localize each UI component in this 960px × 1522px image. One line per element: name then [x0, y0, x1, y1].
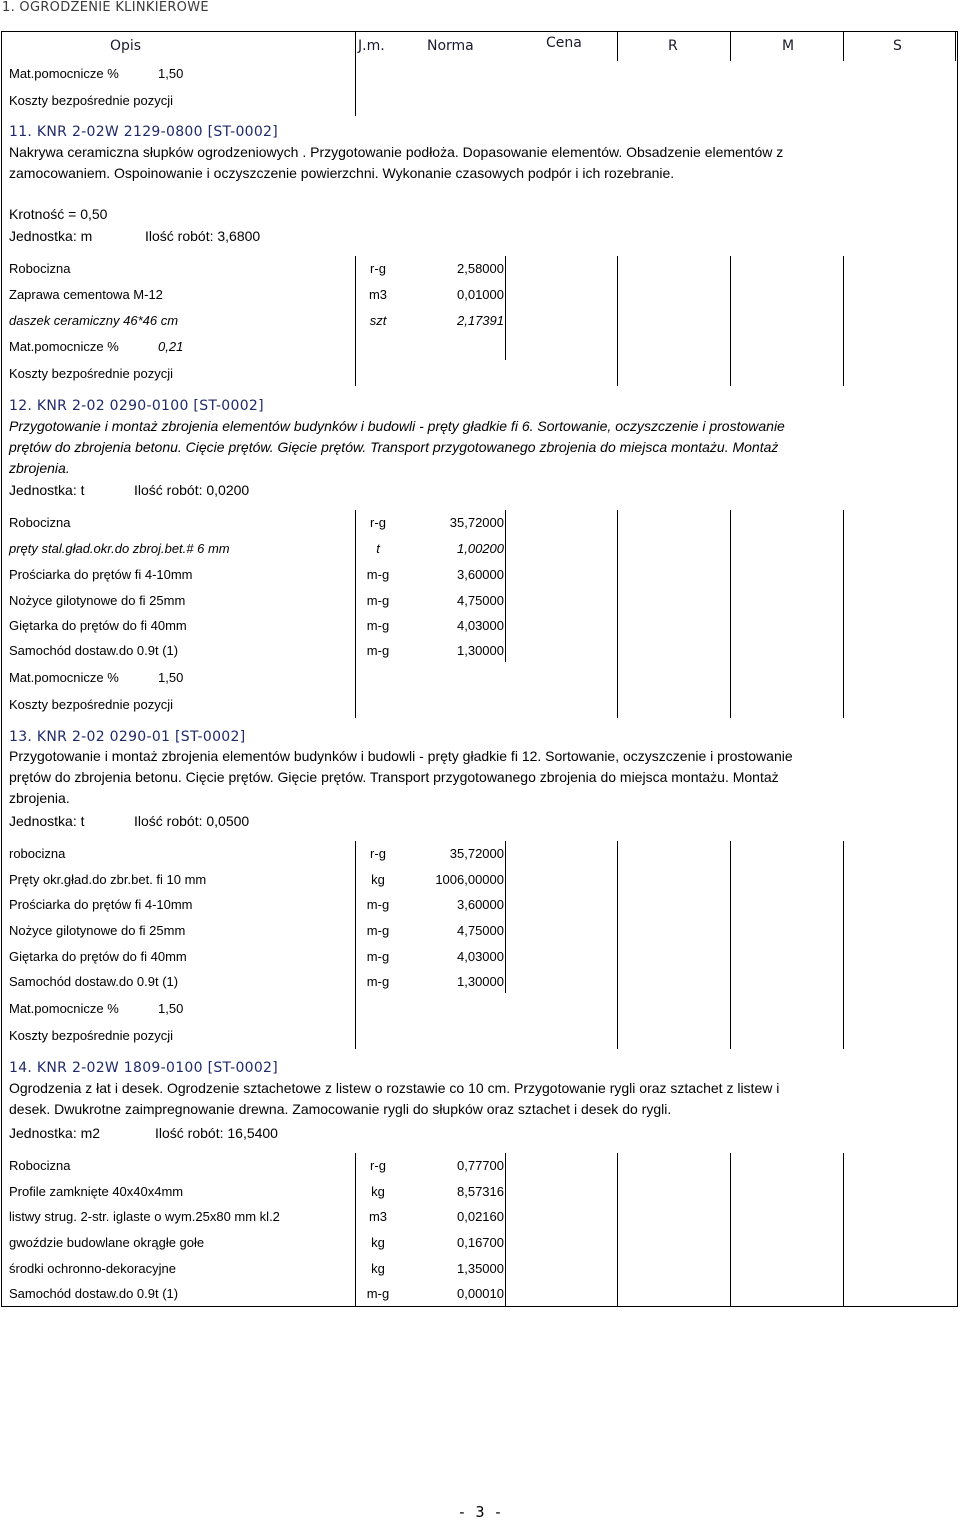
resource-norma: 4,03000 [457, 618, 504, 633]
resource-norma: 0,16700 [457, 1235, 504, 1250]
resource-unit: r-g [370, 261, 386, 276]
resource-unit: kg [371, 1184, 385, 1199]
resource-name: Giętarka do prętów do fi 40mm [9, 618, 187, 633]
mat-pomocnicze-value: 1,50 [158, 670, 184, 685]
page-number: - 3 - [457, 1503, 503, 1521]
header-s: S [893, 38, 902, 54]
resource-unit: kg [371, 1261, 385, 1276]
resource-name: listwy strug. 2-str. iglaste o wym.25x80 mm kl.2 [9, 1209, 280, 1224]
resource-name: Giętarka do prętów do fi 40mm [9, 949, 187, 964]
resource-norma: 1,30000 [457, 643, 504, 658]
resource-name: daszek ceramiczny 46*46 cm [9, 313, 179, 328]
resource-unit: m-g [366, 897, 390, 912]
resource-norma: 1,00200 [457, 541, 504, 556]
resource-name: Samochód dostaw.do 0.9t (1) [9, 974, 179, 989]
resource-norma: 1006,00000 [435, 872, 504, 887]
resource-norma: 4,75000 [457, 923, 504, 938]
position-title: 11. KNR 2-02W 2129-0800 [ST-0002] [9, 124, 279, 140]
resource-norma: 35,72000 [449, 846, 504, 861]
header-jm: J.m. [358, 38, 385, 54]
resource-unit: m-g [366, 949, 390, 964]
mat-pomocnicze-label: Mat.pomocnicze % [9, 670, 119, 685]
header-norma: Norma [427, 38, 474, 54]
ilosc-robot: Ilość robót: 0,0500 [134, 813, 250, 829]
resource-name: Robocizna [9, 1158, 71, 1173]
resource-name: Robocizna [9, 261, 71, 276]
resource-norma: 0,00010 [457, 1286, 504, 1301]
resource-unit: t [376, 541, 380, 556]
resource-norma: 2,17391 [457, 313, 504, 328]
header-r: R [668, 38, 678, 54]
resource-unit: m3 [368, 1209, 388, 1224]
resource-name: Samochód dostaw.do 0.9t (1) [9, 1286, 179, 1301]
resource-name: Profile zamknięte 40x40x4mm [9, 1184, 184, 1199]
resource-unit: kg [371, 1235, 385, 1250]
resource-norma: 1,35000 [457, 1261, 504, 1276]
resource-unit: r-g [370, 1158, 386, 1173]
resource-norma: 35,72000 [449, 515, 504, 530]
resource-norma: 0,01000 [457, 287, 504, 302]
resource-name: robocizna [9, 846, 66, 861]
krotnosc: Krotność = 0,50 [9, 206, 108, 222]
resource-unit: r-g [370, 846, 386, 861]
position-title: 13. KNR 2-02 0290-01 [ST-0002] [9, 729, 246, 745]
position-title: 12. KNR 2-02 0290-0100 [ST-0002] [9, 398, 264, 414]
header-m: M [782, 38, 795, 54]
mat-pomocnicze-value: 1,50 [158, 1001, 184, 1016]
resource-norma: 3,60000 [457, 567, 504, 582]
resource-unit: m-g [366, 643, 390, 658]
resource-norma: 4,75000 [457, 593, 504, 608]
resource-norma: 1,30000 [457, 974, 504, 989]
resource-unit: kg [371, 872, 385, 887]
koszty-label: Koszty bezpośrednie pozycji [9, 93, 174, 108]
mat-pomocnicze-value: 1,50 [158, 66, 184, 81]
resource-unit: r-g [370, 515, 386, 530]
koszty-label: Koszty bezpośrednie pozycji [9, 697, 174, 712]
mat-pomocnicze-label: Mat.pomocnicze % [9, 1001, 119, 1016]
resource-name: Prościarka do prętów fi 4-10mm [9, 897, 193, 912]
resource-name: pręty stal.gład.okr.do zbroj.bet.# 6 mm [9, 541, 230, 556]
ilosc-robot: Ilość robót: 0,0200 [134, 482, 250, 498]
resource-norma: 4,03000 [457, 949, 504, 964]
koszty-label: Koszty bezpośrednie pozycji [9, 1028, 174, 1043]
position-description: Przygotowanie i montaż zbrojenia elementów budynków i budowli - pręty gładkie fi 12. Sortowanie, oczyszczenie i prostowanie prętów do zbrojenia betonu. Cięcie prętów. Gięcie prętów. Transport przygotowanego zbrojenia do miejsca montażu. Montaż zbrojenia. [9, 748, 793, 806]
jednostka: Jednostka: m2 [9, 1125, 101, 1141]
resource-unit: m-g [366, 593, 390, 608]
resource-norma: 3,60000 [457, 897, 504, 912]
resource-name: Nożyce gilotynowe do fi 25mm [9, 593, 186, 608]
ilosc-robot: Ilość robót: 3,6800 [145, 228, 261, 244]
resource-unit: m-g [366, 567, 390, 582]
jednostka: Jednostka: t [9, 813, 85, 829]
jednostka: Jednostka: m [9, 228, 93, 244]
resource-unit: m-g [366, 923, 390, 938]
resource-unit: m-g [366, 974, 390, 989]
position-description: Przygotowanie i montaż zbrojenia elementów budynków i budowli - pręty gładkie fi 6. Sortowanie, oczyszczenie i prostowanie prętów do zbrojenia betonu. Cięcie prętów. Gięcie prętów. Transport przygotowanego zbrojenia do miejsca montażu. Montaż zbrojenia. [9, 418, 785, 476]
resource-unit: szt [369, 313, 387, 328]
resource-name: Prościarka do prętów fi 4-10mm [9, 567, 193, 582]
position-description: Ogrodzenia z łat i desek. Ogrodzenie sztachetowe z listew o rozstawie co 10 cm. Przygotowanie rygli oraz sztachet z listew i desek. Dwukrotne zaimpregnowanie drewna. Zamocowanie rygli do słupków oraz sztachet i desek do rygli. [9, 1080, 780, 1117]
resource-norma: 0,02160 [457, 1209, 504, 1224]
header-opis: Opis [110, 38, 142, 54]
resource-name: środki ochronno-dekoracyjne [9, 1261, 176, 1276]
resource-name: Samochód dostaw.do 0.9t (1) [9, 643, 179, 658]
resource-name: Nożyce gilotynowe do fi 25mm [9, 923, 186, 938]
jednostka: Jednostka: t [9, 482, 85, 498]
position-title: 14. KNR 2-02W 1809-0100 [ST-0002] [9, 1060, 279, 1076]
mat-pomocnicze-value: 0,21 [158, 339, 184, 354]
resource-unit: m3 [368, 287, 388, 302]
resource-norma: 8,57316 [457, 1184, 504, 1199]
resource-name: gwoździe budowlane okrągłe gołe [9, 1235, 205, 1250]
koszty-label: Koszty bezpośrednie pozycji [9, 366, 174, 381]
header-cena: Cena [546, 35, 582, 51]
resource-norma: 0,77700 [457, 1158, 504, 1173]
resource-name: Zaprawa cementowa M-12 [9, 287, 163, 302]
document-title: 1. OGRODZENIE KLINKIEROWE [2, 0, 209, 15]
resource-unit: m-g [366, 618, 390, 633]
resource-norma: 2,58000 [457, 261, 504, 276]
resource-name: Robocizna [9, 515, 71, 530]
resource-unit: m-g [366, 1286, 390, 1301]
ilosc-robot: Ilość robót: 16,5400 [155, 1125, 278, 1141]
mat-pomocnicze-label: Mat.pomocnicze % [9, 66, 119, 81]
position-description: Nakrywa ceramiczna słupków ogrodzeniowych . Przygotowanie podłoża. Dopasowanie elementów. Obsadzenie elementów z zamocowaniem. Ospoinowanie i oczyszczenie powierzchni. Wykonanie czasowych podpór i ich rozebranie. [9, 144, 784, 181]
resource-name: Pręty okr.gład.do zbr.bet. fi 10 mm [9, 872, 207, 887]
mat-pomocnicze-label: Mat.pomocnicze % [9, 339, 119, 354]
